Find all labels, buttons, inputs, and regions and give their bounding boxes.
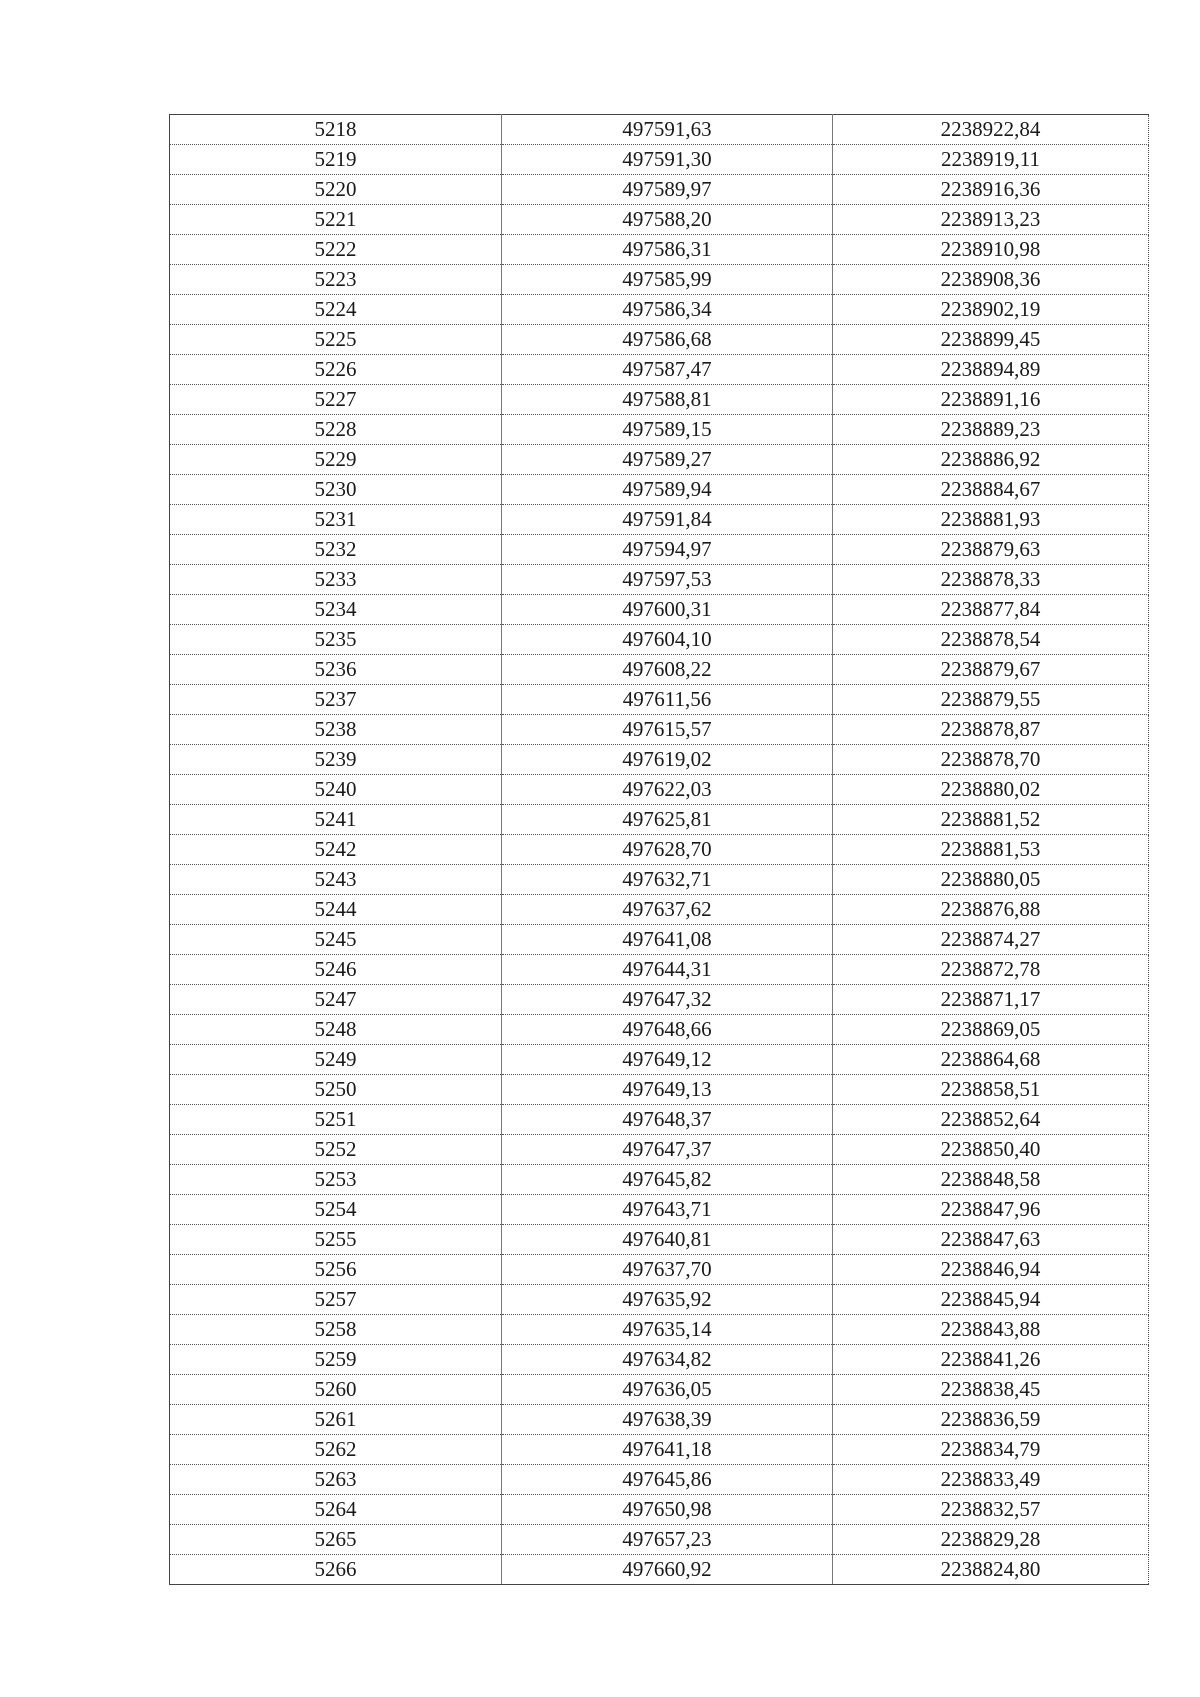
x-coordinate-cell: 497600,31 [502, 595, 833, 625]
table-row [170, 1105, 1149, 1135]
point-number-cell: 5223 [170, 265, 502, 295]
y-coordinate-cell: 2238878,87 [833, 715, 1149, 745]
y-coordinate-cell: 2238880,02 [833, 775, 1149, 805]
y-coordinate-cell: 2238858,51 [833, 1075, 1149, 1105]
table-row [170, 1345, 1149, 1375]
y-coordinate-cell: 2238910,98 [833, 235, 1149, 265]
table-row [170, 145, 1149, 175]
point-number-cell: 5219 [170, 145, 502, 175]
x-coordinate-cell: 497591,63 [502, 115, 833, 145]
table-row [170, 1405, 1149, 1435]
x-coordinate-cell: 497644,31 [502, 955, 833, 985]
table-row [170, 205, 1149, 235]
x-coordinate-cell: 497637,62 [502, 895, 833, 925]
x-coordinate-cell: 497591,30 [502, 145, 833, 175]
point-number-cell: 5224 [170, 295, 502, 325]
point-number-cell: 5234 [170, 595, 502, 625]
y-coordinate-cell: 2238876,88 [833, 895, 1149, 925]
table-row [170, 1075, 1149, 1105]
table-row [170, 475, 1149, 505]
y-coordinate-cell: 2238848,58 [833, 1165, 1149, 1195]
point-number-cell: 5250 [170, 1075, 502, 1105]
x-coordinate-cell: 497637,70 [502, 1255, 833, 1285]
table-row [170, 925, 1149, 955]
y-coordinate-cell: 2238922,84 [833, 115, 1149, 145]
table-row [170, 445, 1149, 475]
x-coordinate-cell: 497615,57 [502, 715, 833, 745]
point-number-cell: 5260 [170, 1375, 502, 1405]
x-coordinate-cell: 497647,32 [502, 985, 833, 1015]
point-number-cell: 5241 [170, 805, 502, 835]
table-row [170, 325, 1149, 355]
y-coordinate-cell: 2238836,59 [833, 1405, 1149, 1435]
y-coordinate-cell: 2238846,94 [833, 1255, 1149, 1285]
point-number-cell: 5265 [170, 1525, 502, 1555]
x-coordinate-cell: 497650,98 [502, 1495, 833, 1525]
y-coordinate-cell: 2238889,23 [833, 415, 1149, 445]
table-row [170, 535, 1149, 565]
point-number-cell: 5228 [170, 415, 502, 445]
x-coordinate-cell: 497645,86 [502, 1465, 833, 1495]
x-coordinate-cell: 497588,81 [502, 385, 833, 415]
x-coordinate-cell: 497635,14 [502, 1315, 833, 1345]
table-row [170, 265, 1149, 295]
point-number-cell: 5232 [170, 535, 502, 565]
point-number-cell: 5242 [170, 835, 502, 865]
x-coordinate-cell: 497628,70 [502, 835, 833, 865]
x-coordinate-cell: 497594,97 [502, 535, 833, 565]
table-row [170, 1315, 1149, 1345]
x-coordinate-cell: 497625,81 [502, 805, 833, 835]
y-coordinate-cell: 2238843,88 [833, 1315, 1149, 1345]
table-row [170, 355, 1149, 385]
y-coordinate-cell: 2238879,67 [833, 655, 1149, 685]
point-number-cell: 5255 [170, 1225, 502, 1255]
x-coordinate-cell: 497645,82 [502, 1165, 833, 1195]
point-number-cell: 5243 [170, 865, 502, 895]
x-coordinate-cell: 497643,71 [502, 1195, 833, 1225]
x-coordinate-cell: 497586,34 [502, 295, 833, 325]
y-coordinate-cell: 2238841,26 [833, 1345, 1149, 1375]
table-row [170, 1435, 1149, 1465]
point-number-cell: 5236 [170, 655, 502, 685]
point-number-cell: 5256 [170, 1255, 502, 1285]
point-number-cell: 5239 [170, 745, 502, 775]
table-row [170, 295, 1149, 325]
coordinates-table [169, 114, 1149, 1585]
x-coordinate-cell: 497648,37 [502, 1105, 833, 1135]
point-number-cell: 5246 [170, 955, 502, 985]
y-coordinate-cell: 2238824,80 [833, 1555, 1149, 1585]
x-coordinate-cell: 497641,18 [502, 1435, 833, 1465]
y-coordinate-cell: 2238869,05 [833, 1015, 1149, 1045]
point-number-cell: 5226 [170, 355, 502, 385]
x-coordinate-cell: 497636,05 [502, 1375, 833, 1405]
table-row [170, 1375, 1149, 1405]
y-coordinate-cell: 2238899,45 [833, 325, 1149, 355]
y-coordinate-cell: 2238891,16 [833, 385, 1149, 415]
coordinates-table-body [170, 115, 1149, 1585]
table-row [170, 235, 1149, 265]
table-row [170, 835, 1149, 865]
y-coordinate-cell: 2238871,17 [833, 985, 1149, 1015]
table-row [170, 1465, 1149, 1495]
y-coordinate-cell: 2238864,68 [833, 1045, 1149, 1075]
y-coordinate-cell: 2238877,84 [833, 595, 1149, 625]
x-coordinate-cell: 497649,13 [502, 1075, 833, 1105]
y-coordinate-cell: 2238880,05 [833, 865, 1149, 895]
y-coordinate-cell: 2238874,27 [833, 925, 1149, 955]
y-coordinate-cell: 2238902,19 [833, 295, 1149, 325]
point-number-cell: 5261 [170, 1405, 502, 1435]
point-number-cell: 5221 [170, 205, 502, 235]
point-number-cell: 5229 [170, 445, 502, 475]
table-row [170, 1045, 1149, 1075]
table-row [170, 595, 1149, 625]
point-number-cell: 5263 [170, 1465, 502, 1495]
point-number-cell: 5254 [170, 1195, 502, 1225]
point-number-cell: 5237 [170, 685, 502, 715]
y-coordinate-cell: 2238878,54 [833, 625, 1149, 655]
y-coordinate-cell: 2238847,96 [833, 1195, 1149, 1225]
table-row [170, 1165, 1149, 1195]
table-row [170, 985, 1149, 1015]
table-row [170, 685, 1149, 715]
x-coordinate-cell: 497604,10 [502, 625, 833, 655]
table-row [170, 895, 1149, 925]
point-number-cell: 5230 [170, 475, 502, 505]
table-row [170, 115, 1149, 145]
y-coordinate-cell: 2238847,63 [833, 1225, 1149, 1255]
y-coordinate-cell: 2238829,28 [833, 1525, 1149, 1555]
x-coordinate-cell: 497611,56 [502, 685, 833, 715]
y-coordinate-cell: 2238908,36 [833, 265, 1149, 295]
table-row [170, 625, 1149, 655]
x-coordinate-cell: 497586,68 [502, 325, 833, 355]
x-coordinate-cell: 497635,92 [502, 1285, 833, 1315]
point-number-cell: 5258 [170, 1315, 502, 1345]
y-coordinate-cell: 2238894,89 [833, 355, 1149, 385]
point-number-cell: 5240 [170, 775, 502, 805]
y-coordinate-cell: 2238913,23 [833, 205, 1149, 235]
x-coordinate-cell: 497587,47 [502, 355, 833, 385]
point-number-cell: 5259 [170, 1345, 502, 1375]
y-coordinate-cell: 2238886,92 [833, 445, 1149, 475]
table-row [170, 565, 1149, 595]
point-number-cell: 5222 [170, 235, 502, 265]
y-coordinate-cell: 2238850,40 [833, 1135, 1149, 1165]
point-number-cell: 5218 [170, 115, 502, 145]
table-row [170, 775, 1149, 805]
x-coordinate-cell: 497632,71 [502, 865, 833, 895]
point-number-cell: 5262 [170, 1435, 502, 1465]
x-coordinate-cell: 497591,84 [502, 505, 833, 535]
x-coordinate-cell: 497641,08 [502, 925, 833, 955]
x-coordinate-cell: 497588,20 [502, 205, 833, 235]
y-coordinate-cell: 2238879,55 [833, 685, 1149, 715]
y-coordinate-cell: 2238832,57 [833, 1495, 1149, 1525]
x-coordinate-cell: 497638,39 [502, 1405, 833, 1435]
y-coordinate-cell: 2238833,49 [833, 1465, 1149, 1495]
x-coordinate-cell: 497589,15 [502, 415, 833, 445]
x-coordinate-cell: 497589,27 [502, 445, 833, 475]
table-row [170, 1195, 1149, 1225]
y-coordinate-cell: 2238881,52 [833, 805, 1149, 835]
table-row [170, 865, 1149, 895]
y-coordinate-cell: 2238884,67 [833, 475, 1149, 505]
table-row [170, 1225, 1149, 1255]
point-number-cell: 5248 [170, 1015, 502, 1045]
y-coordinate-cell: 2238834,79 [833, 1435, 1149, 1465]
y-coordinate-cell: 2238852,64 [833, 1105, 1149, 1135]
point-number-cell: 5231 [170, 505, 502, 535]
y-coordinate-cell: 2238878,33 [833, 565, 1149, 595]
table-row [170, 1555, 1149, 1585]
table-row [170, 805, 1149, 835]
y-coordinate-cell: 2238872,78 [833, 955, 1149, 985]
point-number-cell: 5233 [170, 565, 502, 595]
point-number-cell: 5247 [170, 985, 502, 1015]
x-coordinate-cell: 497648,66 [502, 1015, 833, 1045]
point-number-cell: 5245 [170, 925, 502, 955]
table-row [170, 505, 1149, 535]
point-number-cell: 5220 [170, 175, 502, 205]
y-coordinate-cell: 2238878,70 [833, 745, 1149, 775]
x-coordinate-cell: 497647,37 [502, 1135, 833, 1165]
table-row [170, 1285, 1149, 1315]
table-row [170, 1495, 1149, 1525]
table-row [170, 955, 1149, 985]
point-number-cell: 5238 [170, 715, 502, 745]
point-number-cell: 5253 [170, 1165, 502, 1195]
table-row [170, 1525, 1149, 1555]
y-coordinate-cell: 2238916,36 [833, 175, 1149, 205]
y-coordinate-cell: 2238881,53 [833, 835, 1149, 865]
point-number-cell: 5257 [170, 1285, 502, 1315]
x-coordinate-cell: 497597,53 [502, 565, 833, 595]
x-coordinate-cell: 497640,81 [502, 1225, 833, 1255]
table-row [170, 415, 1149, 445]
table-row [170, 715, 1149, 745]
table-row [170, 1015, 1149, 1045]
table-row [170, 655, 1149, 685]
table-row [170, 1255, 1149, 1285]
x-coordinate-cell: 497649,12 [502, 1045, 833, 1075]
table-row [170, 385, 1149, 415]
y-coordinate-cell: 2238838,45 [833, 1375, 1149, 1405]
point-number-cell: 5227 [170, 385, 502, 415]
x-coordinate-cell: 497608,22 [502, 655, 833, 685]
table-row [170, 175, 1149, 205]
point-number-cell: 5244 [170, 895, 502, 925]
x-coordinate-cell: 497657,23 [502, 1525, 833, 1555]
x-coordinate-cell: 497586,31 [502, 235, 833, 265]
point-number-cell: 5249 [170, 1045, 502, 1075]
point-number-cell: 5235 [170, 625, 502, 655]
x-coordinate-cell: 497619,02 [502, 745, 833, 775]
point-number-cell: 5266 [170, 1555, 502, 1585]
x-coordinate-cell: 497589,97 [502, 175, 833, 205]
x-coordinate-cell: 497622,03 [502, 775, 833, 805]
point-number-cell: 5251 [170, 1105, 502, 1135]
table-row [170, 745, 1149, 775]
point-number-cell: 5264 [170, 1495, 502, 1525]
x-coordinate-cell: 497634,82 [502, 1345, 833, 1375]
y-coordinate-cell: 2238881,93 [833, 505, 1149, 535]
x-coordinate-cell: 497585,99 [502, 265, 833, 295]
y-coordinate-cell: 2238919,11 [833, 145, 1149, 175]
point-number-cell: 5225 [170, 325, 502, 355]
y-coordinate-cell: 2238845,94 [833, 1285, 1149, 1315]
x-coordinate-cell: 497589,94 [502, 475, 833, 505]
table-row [170, 1135, 1149, 1165]
y-coordinate-cell: 2238879,63 [833, 535, 1149, 565]
x-coordinate-cell: 497660,92 [502, 1555, 833, 1585]
point-number-cell: 5252 [170, 1135, 502, 1165]
